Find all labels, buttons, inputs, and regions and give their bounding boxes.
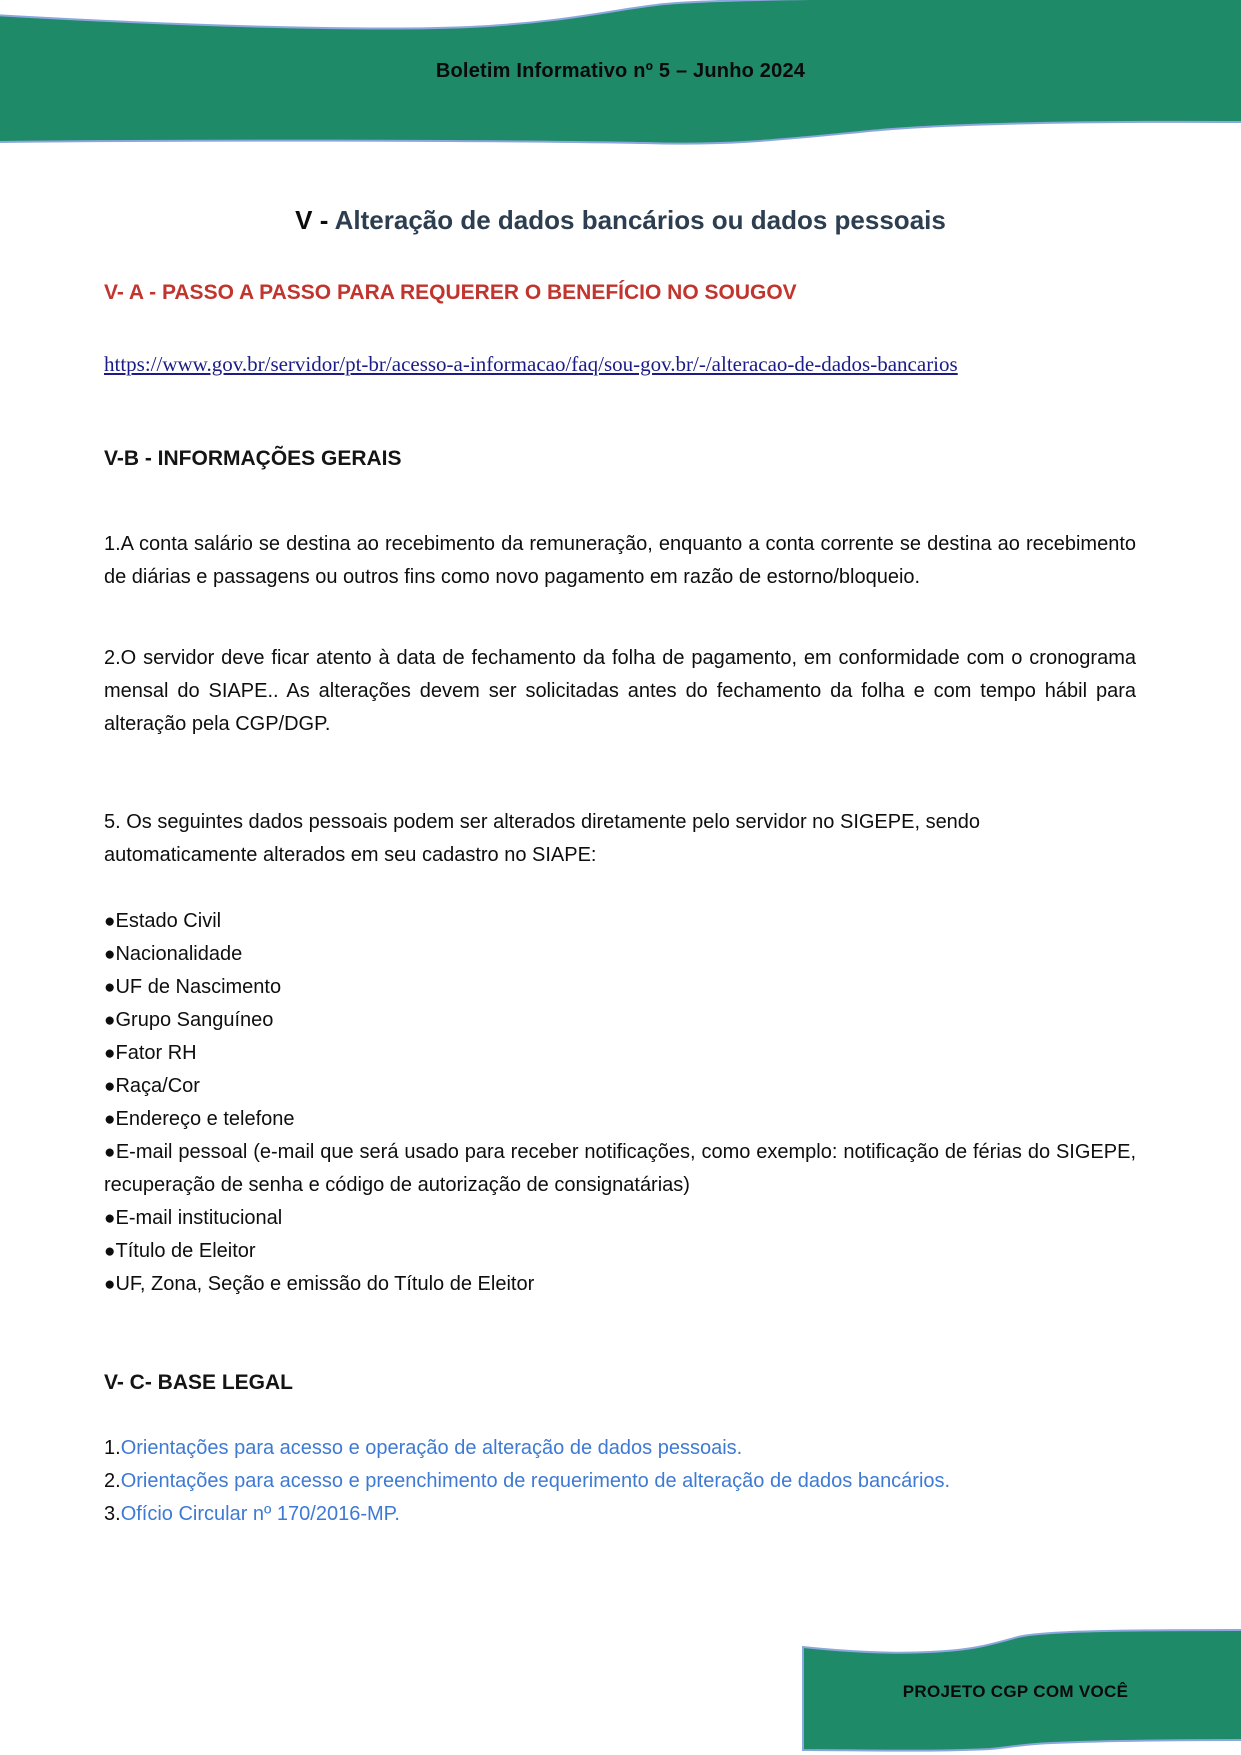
bullet-icon: ●: [104, 911, 116, 932]
bullet-icon: ●: [104, 1043, 116, 1064]
legal-item: [104, 1465, 1138, 1498]
footer-ribbon-label: PROJETO CGP COM VOCÊ: [902, 1682, 1129, 1701]
paragraph-dados-pessoais-intro: 5. Os seguintes dados pessoais podem ser alterados diretamente pelo servidor no SIGEPE, sendo automaticamente alterados em seu cadastro no SIAPE:: [104, 811, 981, 866]
list-item-label: E-mail pessoal (e-mail que será usado para receber notificações, como exemplo: notificação de férias do SIGEPE, recuperação de senha e código de autorização de consignatárias): [104, 1141, 1136, 1196]
list-item: [104, 1235, 1136, 1268]
bullet-icon: ●: [104, 1109, 116, 1130]
legal-link-oficio-circular[interactable]: Ofício Circular nº 170/2016-MP.: [120, 1503, 400, 1525]
sougov-url-link[interactable]: https://www.gov.br/servidor/pt-br/acesso-a-informacao/faq/sou-gov.br/-/alteracao-de-dados-bancarios: [104, 352, 958, 376]
bullet-icon: ●: [104, 1241, 116, 1262]
bullet-icon: ●: [104, 1076, 116, 1097]
section-b-heading: V-B - INFORMAÇÕES GERAIS: [104, 447, 402, 470]
legal-link-dados-bancarios[interactable]: Orientações para acesso e preenchimento de requerimento de alteração de dados bancários.: [120, 1470, 951, 1492]
list-item-label: Estado Civil: [115, 910, 222, 932]
list-item: [104, 1004, 1136, 1037]
legal-item-number: 2.: [104, 1470, 121, 1492]
legal-basis-list: [104, 1432, 1138, 1531]
list-item: [104, 1070, 1136, 1103]
legal-item: [104, 1498, 1138, 1531]
list-item: [104, 1037, 1136, 1070]
list-item-label: Endereço e telefone: [115, 1108, 295, 1130]
list-item-label: Grupo Sanguíneo: [115, 1009, 274, 1031]
section-a-heading: V- A - PASSO A PASSO PARA REQUERER O BENEFÍCIO NO SOUGOV: [104, 281, 797, 304]
list-item-label: E-mail institucional: [115, 1207, 283, 1229]
legal-link-dados-pessoais[interactable]: Orientações para acesso e operação de alteração de dados pessoais.: [120, 1437, 743, 1459]
list-item: [104, 905, 1136, 938]
section-c-heading: V- C- BASE LEGAL: [104, 1371, 294, 1394]
page-title-text: Alteração de dados bancários ou dados pessoais: [334, 205, 946, 235]
list-item: [104, 1202, 1136, 1235]
bullet-icon: ●: [104, 1010, 116, 1031]
list-item: [104, 971, 1136, 1004]
bullet-icon: ●: [104, 944, 116, 965]
banner-title: Boletim Informativo nº 5 – Junho 2024: [435, 60, 806, 82]
page-title: [0, 205, 1241, 236]
page-title-prefix: V -: [295, 205, 329, 235]
bullet-icon: ●: [104, 1208, 116, 1229]
list-item: [104, 1103, 1136, 1136]
personal-data-list: [104, 905, 1136, 1301]
list-item-label: Título de Eleitor: [115, 1240, 256, 1262]
list-item-label: UF, Zona, Seção e emissão do Título de Eleitor: [115, 1273, 535, 1295]
legal-item: [104, 1432, 1138, 1465]
list-item-label: Fator RH: [115, 1042, 197, 1064]
bullet-icon: ●: [104, 1274, 116, 1295]
list-item: [104, 1136, 1136, 1202]
list-item-label: Raça/Cor: [115, 1075, 200, 1097]
legal-item-number: 1.: [104, 1437, 121, 1459]
paragraph-conta-salario: 1.A conta salário se destina ao recebimento da remuneração, enquanto a conta corrente se destina ao recebimento de diárias e passagens ou outros fins como novo pagamento em razão de estorno/bloqueio.: [104, 533, 1136, 588]
legal-item-number: 3.: [104, 1503, 121, 1525]
list-item: [104, 1268, 1136, 1301]
list-item-label: UF de Nascimento: [115, 976, 282, 998]
bullet-icon: ●: [104, 977, 116, 998]
bullet-icon: ●: [104, 1142, 116, 1163]
list-item-label: Nacionalidade: [115, 943, 243, 965]
list-item: [104, 938, 1136, 971]
paragraph-fechamento-folha: 2.O servidor deve ficar atento à data de fechamento da folha de pagamento, em conformidade com o cronograma mensal do SIAPE.. As alterações devem ser solicitadas antes do fechamento da folha e com tempo hábil para alteração pela CGP/DGP.: [104, 647, 1136, 735]
